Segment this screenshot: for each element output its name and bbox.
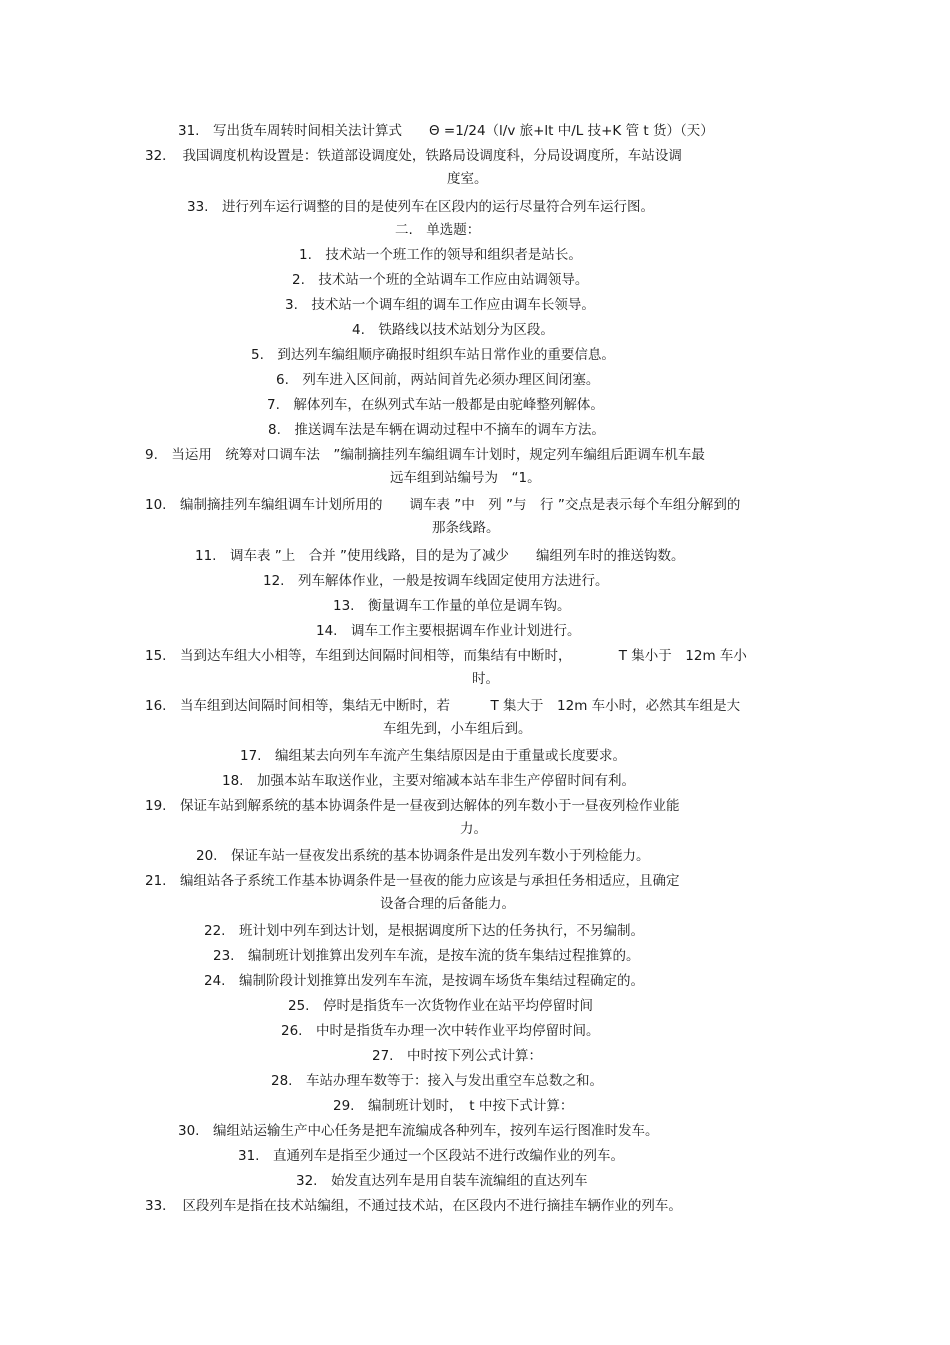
line-text: 编组某去向列车车流产生集结原因是由于重量或长度要求。 [274, 748, 626, 764]
line-number: 29. [333, 1098, 355, 1114]
line-text: 时。 [472, 671, 499, 687]
line-number: 21. [145, 873, 167, 889]
line-text: 当运用 统筹对口调车法 ”编制摘挂列车编组调车计划时，规定列车编组后距调车机车最 [171, 447, 705, 463]
line-s1 [299, 246, 582, 264]
line-s27 [372, 1047, 542, 1065]
line-number: 5. [251, 347, 264, 363]
line-number: 3. [285, 297, 298, 313]
line-text: 力。 [460, 821, 487, 837]
line-text: 度室。 [447, 171, 488, 187]
line-text: 写出货车周转时间相关法计算式 Θ =1/24（l/v 旅+lt 中/L 技+K 管 t 货）（天） [212, 123, 714, 139]
line-q32 [145, 147, 682, 165]
line-s16 [145, 697, 740, 715]
line-s25 [288, 997, 593, 1015]
line-number: 27. [372, 1048, 394, 1064]
line-text: 当到达车组大小相等，车组到达间隔时间相等，而集结有中断时， T 集小于 12m 车小 [179, 648, 747, 664]
line-s10-cont [432, 519, 500, 537]
line-text: 列车解体作业，一般是按调车线固定使用方法进行。 [297, 573, 609, 589]
line-number: 9. [145, 447, 158, 463]
line-s19 [145, 797, 679, 815]
line-s9-cont [390, 469, 541, 487]
line-s17 [240, 747, 626, 765]
line-text: 车站办理车数等于：接入与发出重空车总数之和。 [305, 1073, 603, 1089]
line-s20 [196, 847, 649, 865]
line-number: 18. [222, 773, 244, 789]
line-text: 解体列车，在纵列式车站一般都是由驼峰整列解体。 [293, 397, 604, 413]
line-s16-cont [383, 720, 532, 738]
line-text: 直通列车是指至少通过一个区段站不进行改编作业的列车。 [272, 1148, 624, 1164]
line-text: 技术站一个班的全站调车工作应由站调领导。 [318, 272, 589, 288]
line-text: 远车组到站编号为 “1。 [390, 470, 541, 486]
line-s11 [195, 547, 685, 565]
line-s9 [145, 446, 705, 464]
line-number: 4. [352, 322, 365, 338]
line-s8 [268, 421, 605, 439]
line-number: 33. [187, 199, 209, 215]
line-s15-cont [472, 670, 499, 688]
line-s2 [292, 271, 588, 289]
line-text: 单选题： [426, 222, 481, 238]
line-s5 [251, 346, 615, 364]
line-number: 10. [145, 497, 167, 513]
line-number: 30. [178, 1123, 200, 1139]
line-q33 [187, 198, 654, 216]
line-text: 那条线路。 [432, 520, 500, 536]
line-number: 6. [276, 372, 289, 388]
line-text: 技术站一个班工作的领导和组织者是站长。 [325, 247, 582, 263]
line-s32 [296, 1172, 587, 1190]
line-number: 13. [333, 598, 355, 614]
line-s10 [145, 496, 740, 514]
line-s3 [285, 296, 595, 314]
line-number: 16. [145, 698, 167, 714]
line-s6 [276, 371, 599, 389]
line-q31 [178, 122, 714, 140]
line-number: 32. [296, 1173, 318, 1189]
line-s21-cont [380, 895, 515, 913]
line-number: 19. [145, 798, 167, 814]
line-s24 [204, 972, 644, 990]
line-s4 [352, 321, 554, 339]
line-s14 [316, 622, 580, 640]
line-number: 24. [204, 973, 226, 989]
line-s29 [333, 1097, 573, 1115]
line-number: 7. [267, 397, 280, 413]
line-number: 15. [145, 648, 167, 664]
line-s28 [271, 1072, 603, 1090]
line-s23 [213, 947, 639, 965]
line-s13 [333, 597, 570, 615]
line-s18 [222, 772, 635, 790]
line-text: 当车组到达间隔时间相等，集结无中断时，若 T 集大于 12m 车小时，必然其车组是大 [179, 698, 741, 714]
line-text: 衡量调车工作量的单位是调车钩。 [367, 598, 571, 614]
line-number: 20. [196, 848, 218, 864]
line-number: 31. [178, 123, 200, 139]
line-number: 31. [238, 1148, 260, 1164]
line-number: 32． [145, 148, 169, 164]
line-s33 [145, 1197, 682, 1215]
line-number: 33． [145, 1198, 169, 1214]
line-text: 区段列车是指在技术站编组，不通过技术站，在区段内不进行摘挂车辆作业的列车。 [182, 1198, 682, 1214]
line-number: 22. [204, 923, 226, 939]
line-text: 推送调车法是车辆在调动过程中不摘车的调车方法。 [294, 422, 605, 438]
line-text: 到达列车编组顺序确报时组织车站日常作业的重要信息。 [277, 347, 615, 363]
section-heading [395, 221, 480, 239]
line-s30 [178, 1122, 658, 1140]
line-text: 停时是指货车一次货物作业在站平均停留时间 [322, 998, 593, 1014]
line-number: 17. [240, 748, 262, 764]
line-text: 保证车站到解系统的基本协调条件是一昼夜到达解体的列车数小于一昼夜列检作业能 [179, 798, 680, 814]
line-number: 14. [316, 623, 338, 639]
line-text: 中时是指货车办理一次中转作业平均停留时间。 [315, 1023, 600, 1039]
line-number: 2. [292, 272, 305, 288]
line-s31 [238, 1147, 624, 1165]
line-s22 [204, 922, 644, 940]
line-text: 调车表 ”上 合并 ”使用线路，目的是为了减少 编组列车时的推送钩数。 [229, 548, 685, 564]
line-text: 编制班计划推算出发列车车流，是按车流的货车集结过程推算的。 [247, 948, 640, 964]
line-s12 [263, 572, 608, 590]
line-number: 1. [299, 247, 312, 263]
line-s21 [145, 872, 679, 890]
line-q32-cont [447, 170, 488, 188]
line-text: 编组站运输生产中心任务是把车流编成各种列车，按列车运行图准时发车。 [212, 1123, 659, 1139]
line-text: 始发直达列车是用自装车流编组的直达列车 [330, 1173, 588, 1189]
line-number: 26. [281, 1023, 303, 1039]
line-text: 编组站各子系统工作基本协调条件是一昼夜的能力应该是与承担任务相适应，且确定 [179, 873, 680, 889]
line-s7 [267, 396, 604, 414]
line-text: 班计划中列车到达计划，是根据调度所下达的任务执行，不另编制。 [238, 923, 644, 939]
line-text: 技术站一个调车组的调车工作应由调车长领导。 [311, 297, 595, 313]
line-text: 编制班计划时， t 中按下式计算： [367, 1098, 574, 1114]
line-text: 铁路线以技术站划分为区段。 [378, 322, 554, 338]
line-number: 12. [263, 573, 285, 589]
line-s26 [281, 1022, 599, 1040]
line-text: 列车进入区间前，两站间首先必须办理区间闭塞。 [302, 372, 600, 388]
line-s15 [145, 647, 747, 665]
line-text: 设备合理的后备能力。 [380, 896, 515, 912]
line-s19-cont [460, 820, 487, 838]
line-number: 23. [213, 948, 235, 964]
line-number: 25. [288, 998, 310, 1014]
line-number: 8. [268, 422, 281, 438]
line-text: 进行列车运行调整的目的是使列车在区段内的运行尽量符合列车运行图。 [221, 199, 654, 215]
line-number: 28. [271, 1073, 293, 1089]
line-text: 编制摘挂列车编组调车计划所用的 调车表 ”中 列 ”与 行 ”交点是表示每个车组分解到的 [179, 497, 741, 513]
line-text: 车组先到，小车组后到。 [383, 721, 532, 737]
line-text: 中时按下列公式计算： [406, 1048, 542, 1064]
line-text: 保证车站一昼夜发出系统的基本协调条件是出发列车数小于列检能力。 [230, 848, 650, 864]
line-text: 调车工作主要根据调车作业计划进行。 [350, 623, 581, 639]
line-text: 加强本站车取送作业，主要对缩减本站车非生产停留时间有利。 [256, 773, 635, 789]
line-number: 二. [395, 222, 413, 238]
line-text: 我国调度机构设置是：铁道部设调度处，铁路局设调度科，分局设调度所，车站设调 [182, 148, 682, 164]
line-text: 编制阶段计划推算出发列车车流，是按调车场货车集结过程确定的。 [238, 973, 644, 989]
line-number: 11. [195, 548, 217, 564]
